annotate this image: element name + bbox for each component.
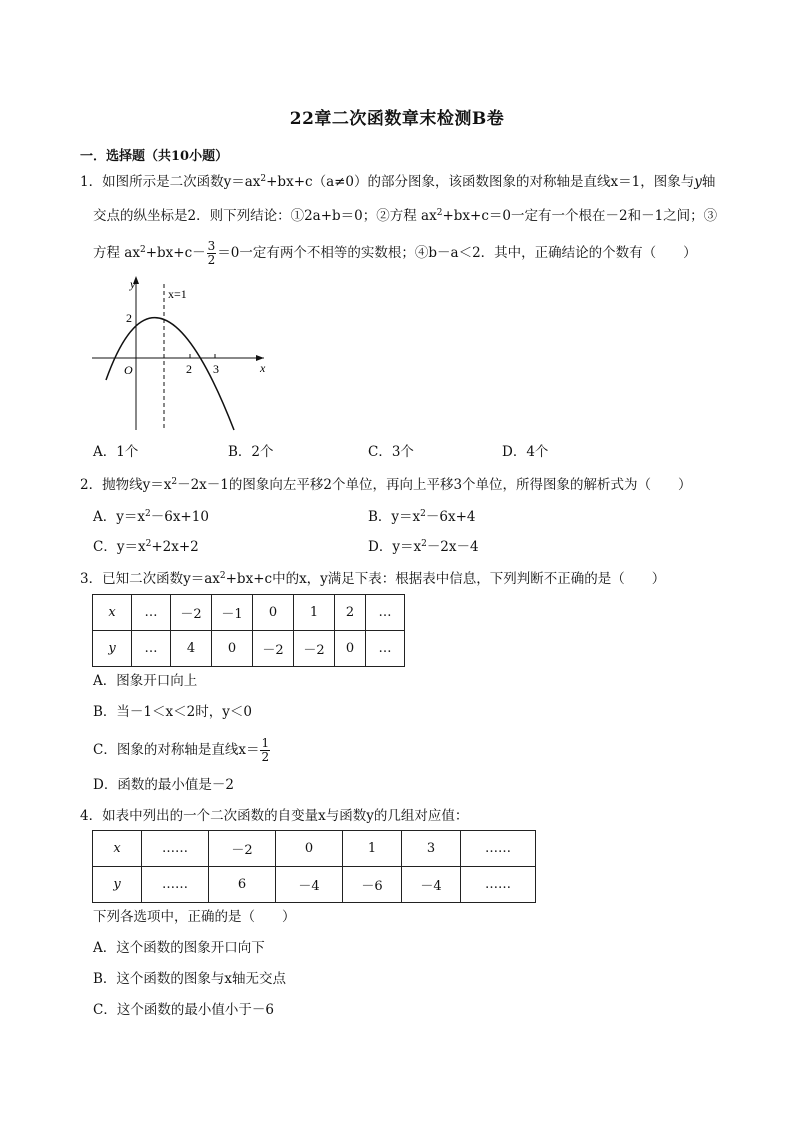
x-tick-label-3: 3	[213, 362, 219, 376]
parabola-graph	[92, 270, 272, 435]
q3-option-c[interactable]	[93, 737, 271, 764]
table-cell: 6	[209, 867, 276, 903]
q2-option-a-text-b: －6x+10	[150, 509, 209, 525]
q1-text-2: +bx+c（a≠0）的部分图象，该函数图象的对称轴是直线	[266, 174, 611, 190]
q1-func: y＝ax	[223, 174, 261, 190]
q3-option-a[interactable]: A．图象开口向上	[93, 673, 198, 689]
q3-table	[92, 594, 405, 667]
q2-option-a-exp: 2	[145, 509, 151, 519]
q2-option-d-text-b: －2x－4	[426, 539, 479, 555]
q1-exp-2: 2	[436, 208, 443, 218]
cell-text: y	[108, 641, 116, 656]
origin-label: O	[124, 363, 133, 377]
q2-option-b-text-b: －6x+4	[425, 509, 476, 525]
table-cell: 3	[402, 831, 461, 867]
table-cell: －2	[253, 631, 294, 667]
table-cell: ……	[461, 831, 536, 867]
q1-option-b[interactable]: B．2个	[228, 444, 274, 460]
cell-text: y	[113, 877, 121, 892]
table-cell: ……	[461, 867, 536, 903]
x-tick-label-2: 2	[186, 362, 192, 376]
table-cell: ……	[142, 831, 209, 867]
q1-option-d[interactable]: D．4个	[502, 444, 549, 460]
section-heading: 一．选择题（共10小题）	[80, 149, 229, 164]
q2-option-a-text: A．y＝x	[93, 509, 145, 525]
table-cell	[93, 631, 132, 667]
q3-option-b[interactable]: B．当－1＜x＜2时，y＜0	[93, 704, 252, 720]
table-cell: 1	[343, 831, 402, 867]
table-cell: …	[366, 631, 405, 667]
q1-line-1	[80, 172, 715, 192]
q1-exp-3: 2	[139, 245, 146, 255]
table-cell: 0	[212, 631, 253, 667]
table-cell: －2	[209, 831, 276, 867]
q1-line-2	[93, 206, 717, 226]
q2-option-b-exp: 2	[420, 509, 426, 519]
cell-text: x	[113, 841, 121, 856]
q1-option-c[interactable]: C．3个	[368, 444, 414, 460]
q1-number: 1．	[80, 174, 103, 190]
table-cell: －2	[294, 631, 335, 667]
q3-text-b: +bx+c中的x，y满足下表：根据表中信息，下列判断不正确的是（ ）	[225, 571, 666, 587]
q3-frac-den: 2	[261, 750, 270, 764]
table-cell: …	[132, 631, 171, 667]
symmetry-label: x=1	[168, 287, 187, 301]
table-cell: 0	[253, 595, 294, 631]
table-cell: －4	[276, 867, 343, 903]
q3-option-d[interactable]: D．函数的最小值是－2	[93, 777, 234, 793]
table-cell: 1	[294, 595, 335, 631]
table-row	[93, 595, 405, 631]
q3-option-c-text: C．图象的对称轴是直线x＝	[93, 742, 260, 758]
q1-frac-num: 3	[207, 239, 216, 253]
q1-var-y: y	[694, 174, 702, 190]
q4-table	[92, 830, 536, 903]
q1-line2-text: 交点的纵坐标是2．则下列结论：①2a+b＝0；②方程 ax	[93, 208, 437, 224]
y-tick-label-2: 2	[126, 311, 132, 325]
table-cell: …	[366, 595, 405, 631]
q4-option-c[interactable]: C．这个函数的最小值小于－6	[93, 1002, 274, 1018]
q4-prompt: 下列各选项中，正确的是（ ）	[93, 909, 296, 925]
table-cell: －2	[171, 595, 212, 631]
q4-option-b[interactable]: B．这个函数的图象与x轴无交点	[93, 971, 287, 987]
table-cell: …	[132, 595, 171, 631]
q1-line3-text-b: +bx+c－	[145, 245, 206, 261]
q1-text: 如图所示是二次函数	[102, 174, 224, 190]
page-title: 22章二次函数章末检测B卷	[289, 109, 505, 129]
q3-text: 3．已知二次函数y＝ax	[80, 571, 220, 587]
table-cell	[93, 595, 132, 631]
q1-frac-den: 2	[207, 253, 216, 267]
table-cell: 4	[171, 631, 212, 667]
q2-option-a[interactable]	[93, 507, 209, 527]
q4-stem: 4．如表中列出的一个二次函数的自变量x与函数y的几组对应值：	[80, 808, 469, 824]
x-axis-label: x	[260, 361, 266, 375]
y-axis-label: y	[130, 277, 136, 291]
q1-option-a[interactable]: A．1个	[93, 444, 139, 460]
q2-option-c[interactable]	[93, 537, 199, 557]
q2-option-c-exp: 2	[145, 539, 152, 549]
q1-line3-text: 方程 ax	[93, 245, 140, 261]
table-cell: －6	[343, 867, 402, 903]
q2-option-b-text: B．y＝x	[368, 509, 421, 525]
q2-text: 2．抛物线y＝x	[80, 477, 172, 493]
table-row	[93, 631, 405, 667]
q2-option-c-text: C．y＝x	[93, 539, 146, 555]
q3-stem	[80, 569, 665, 589]
q4-option-a[interactable]: A．这个函数的图象开口向下	[93, 940, 265, 956]
table-cell: ……	[142, 867, 209, 903]
q2-text-b: －2x－1的图象向左平移2个单位，再向上平移3个单位，所得图象的解析式为（ ）	[177, 477, 692, 493]
q1-text-3: x＝1，图象与	[610, 174, 695, 190]
q1-fraction	[207, 240, 217, 267]
cell-text: x	[108, 605, 116, 620]
table-cell	[93, 867, 142, 903]
q2-option-d[interactable]	[368, 537, 479, 557]
table-cell: 0	[335, 631, 366, 667]
table-cell: －1	[212, 595, 253, 631]
q2-option-d-exp: 2	[421, 539, 427, 549]
q2-option-c-text-b: +2x+2	[151, 539, 199, 555]
table-row	[93, 831, 536, 867]
table-cell: 0	[276, 831, 343, 867]
table-cell: －4	[402, 867, 461, 903]
table-row	[93, 867, 536, 903]
q1-text-4: 轴	[701, 174, 716, 190]
q2-option-b[interactable]	[368, 507, 476, 527]
table-cell	[93, 831, 142, 867]
q2-exp: 2	[171, 477, 178, 487]
q3-exp: 2	[219, 571, 226, 581]
q1-line-3	[93, 240, 697, 267]
q1-line2-text-b: +bx+c＝0一定有一个根在－2和－1之间；③	[442, 208, 718, 224]
q1-line3-text-c: ＝0一定有两个不相等的实数根；④b－a＜2．其中，正确结论的个数有（ ）	[217, 245, 697, 261]
table-cell: 2	[335, 595, 366, 631]
q3-option-c-fraction	[260, 737, 270, 764]
q1-exp: 2	[260, 174, 267, 184]
q3-frac-num: 1	[261, 736, 270, 750]
q2-stem	[80, 475, 692, 495]
q2-option-d-text: D．y＝x	[368, 539, 422, 555]
